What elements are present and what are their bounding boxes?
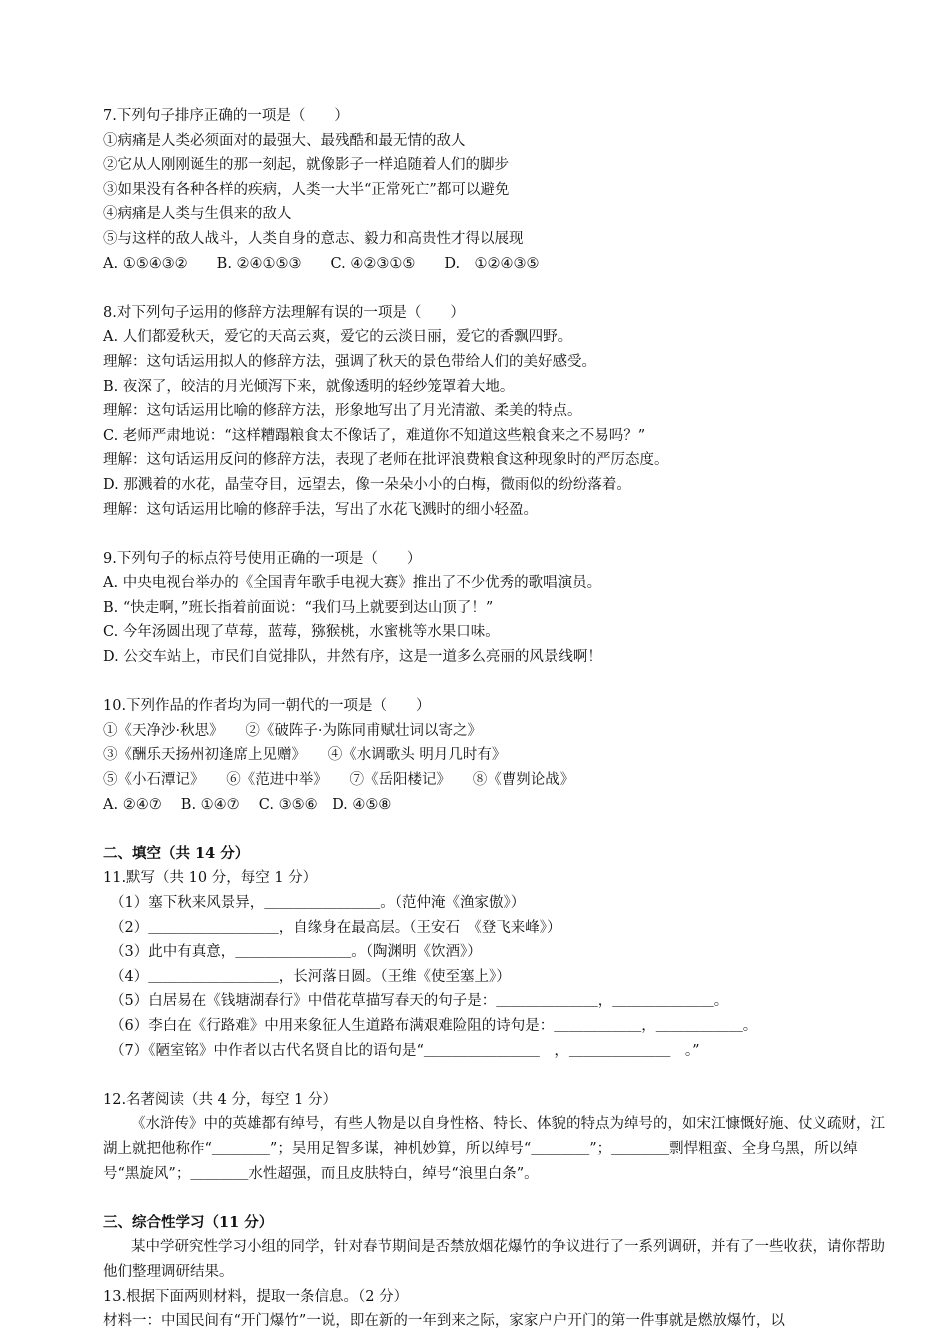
question-7-item-1: ①病痛是人类必须面对的最强大、最残酷和最无情的敌人 [103, 132, 466, 149]
question-10-works-2: ③《酬乐天扬州初逢席上见赠》 ④《水调歌头 明月几时有》 [103, 747, 507, 764]
question-8-option-c: C. 老师严肃地说：“这样糟蹋粮食太不像话了，难道你不知道这些粮食来之不易吗？” [103, 427, 646, 444]
question-11-blank-4: （4）＿＿＿＿＿＿＿＿＿，长河落日圆。（王维《使至塞上》） [110, 968, 511, 985]
question-9-option-b: B. “快走啊，”班长指着前面说：“我们马上就要到达山顶了！” [103, 599, 494, 616]
question-7-options: A. ①⑤④③② B. ②④①⑤③ C. ④②③①⑤ D. ①②④③⑤ [103, 255, 540, 272]
question-8-explanation-c: 理解：这句话运用反问的修辞方法，表现了老师在批评浪费粮食这种现象时的严厉态度。 [103, 452, 669, 469]
question-8 [103, 301, 893, 522]
question-8-explanation-a: 理解：这句话运用拟人的修辞方法，强调了秋天的景色带给人们的美好感受。 [103, 353, 596, 370]
question-11-blank-6: （6）李白在《行路难》中用来象征人生道路布满艰难险阻的诗句是：＿＿＿＿＿＿，＿＿＿＿＿＿。 [110, 1017, 758, 1034]
exam-page [103, 104, 893, 1334]
question-7-item-5: ⑤与这样的敌人战斗，人类自身的意志、毅力和高贵性才得以展现 [103, 230, 524, 247]
question-7-item-4: ④病痛是人类与生俱来的敌人 [103, 206, 292, 223]
question-8-option-a: A. 人们都爱秋天，爱它的天高云爽，爱它的云淡日丽，爱它的香飘四野。 [103, 329, 573, 346]
question-12-title: 12.名著阅读（共 4 分，每空 1 分） [103, 1091, 337, 1108]
material-1-text: 材料一：中国民间有“开门爆竹”一说，即在新的一年到来之际，家家户户开门的第一件事就是燃放爆竹，以 [103, 1313, 785, 1330]
question-9-option-c: C. 今年汤圆出现了草莓，蓝莓，猕猴桃，水蜜桃等水果口味。 [103, 624, 500, 641]
question-7 [103, 104, 893, 276]
question-10-title: 10.下列作品的作者均为同一朝代的一项是（ ） [103, 698, 431, 715]
question-12-paragraph: 《水浒传》中的英雄都有绰号，有些人物是以自身性格、特长、体貌的特点为绰号的，如宋江慷慨好施、仗义疏财，江湖上就把他称作“＿＿＿＿”；吴用足智多谋，神机妙算，所以绰号“＿＿＿＿”；＿＿＿＿剽悍粗蛮、全身乌黑，所以绰号“黑旋风”；＿＿＿＿水性超强，而且皮肤特白，绰号“浪里白条”。 [103, 1116, 885, 1182]
question-11-blank-1: （1）塞下秋来风景异，＿＿＿＿＿＿＿＿。（范仲淹《渔家傲》） [110, 895, 526, 911]
section-3-intro: 某中学研究性学习小组的同学，针对春节期间是否禁放烟花爆竹的争议进行了一系列调研，并有了一些收获，请你帮助他们整理调研结果。 [103, 1239, 885, 1280]
section-comprehensive [103, 1211, 893, 1334]
question-9 [103, 547, 893, 670]
question-10-works-3: ⑤《小石潭记》 ⑥《范进中举》 ⑦《岳阳楼记》 ⑧《曹刿论战》 [103, 772, 575, 789]
question-8-explanation-d: 理解：这句话运用比喻的修辞手法，写出了水花飞溅时的细小轻盈。 [103, 501, 538, 518]
section-2-heading: 二、填空（共 14 分） [103, 844, 250, 862]
question-8-title: 8.对下列句子运用的修辞方法理解有误的一项是（ ） [103, 304, 465, 321]
question-9-option-d: D. 公交车站上，市民们自觉排队，井然有序，这是一道多么亮丽的风景线啊！ [103, 649, 602, 666]
question-7-item-3: ③如果没有各种各样的疾病，人类一大半“正常死亡”都可以避免 [103, 181, 510, 198]
question-13-title: 13.根据下面两则材料，提取一条信息。（2 分） [103, 1288, 409, 1305]
question-11-title: 11.默写（共 10 分，每空 1 分） [103, 870, 318, 887]
question-11-blank-5: （5）白居易在《钱塘湖春行》中借花草描写春天的句子是：＿＿＿＿＿＿＿，＿＿＿＿＿＿＿。 [110, 993, 729, 1010]
question-11-blank-3: （3）此中有真意，＿＿＿＿＿＿＿＿。（陶渊明《饮酒》） [110, 944, 482, 961]
question-10-works-1: ①《天净沙·秋思》 ②《破阵子·为陈同甫赋壮词以寄之》 [103, 722, 482, 739]
section-3-heading: 三、综合性学习（11 分） [103, 1213, 274, 1231]
question-7-item-2: ②它从人刚刚诞生的那一刻起，就像影子一样追随着人们的脚步 [103, 157, 509, 174]
question-8-explanation-b: 理解：这句话运用比喻的修辞方法，形象地写出了月光清澈、柔美的特点。 [103, 403, 582, 420]
question-9-title: 9.下列句子的标点符号使用正确的一项是（ ） [103, 550, 422, 567]
question-11-blank-7: （7）《陋室铭》中作者以古代名贤自比的语句是“＿＿＿＿＿＿＿＿ ，＿＿＿＿＿＿＿ 。” [110, 1042, 700, 1059]
question-10-options: A. ②④⑦ B. ①④⑦ C. ③⑤⑥ D. ④⑤⑧ [103, 796, 392, 813]
question-9-option-a: A. 中央电视台举办的《全国青年歌手电视大赛》推出了不少优秀的歌唱演员。 [103, 575, 602, 592]
question-8-option-b: B. 夜深了，皎洁的月光倾泻下来，就像透明的轻纱笼罩着大地。 [103, 378, 515, 395]
section-fill-in [103, 842, 893, 1186]
question-8-option-d: D. 那溅着的水花，晶莹夺目，远望去，像一朵朵小小的白梅，微雨似的纷纷落着。 [103, 476, 631, 493]
question-11-blank-2: （2）＿＿＿＿＿＿＿＿＿，自缘身在最高层。（王安石 《登飞来峰》） [110, 919, 562, 936]
question-10 [103, 694, 893, 817]
question-7-title: 7.下列句子排序正确的一项是（ ） [103, 108, 349, 124]
